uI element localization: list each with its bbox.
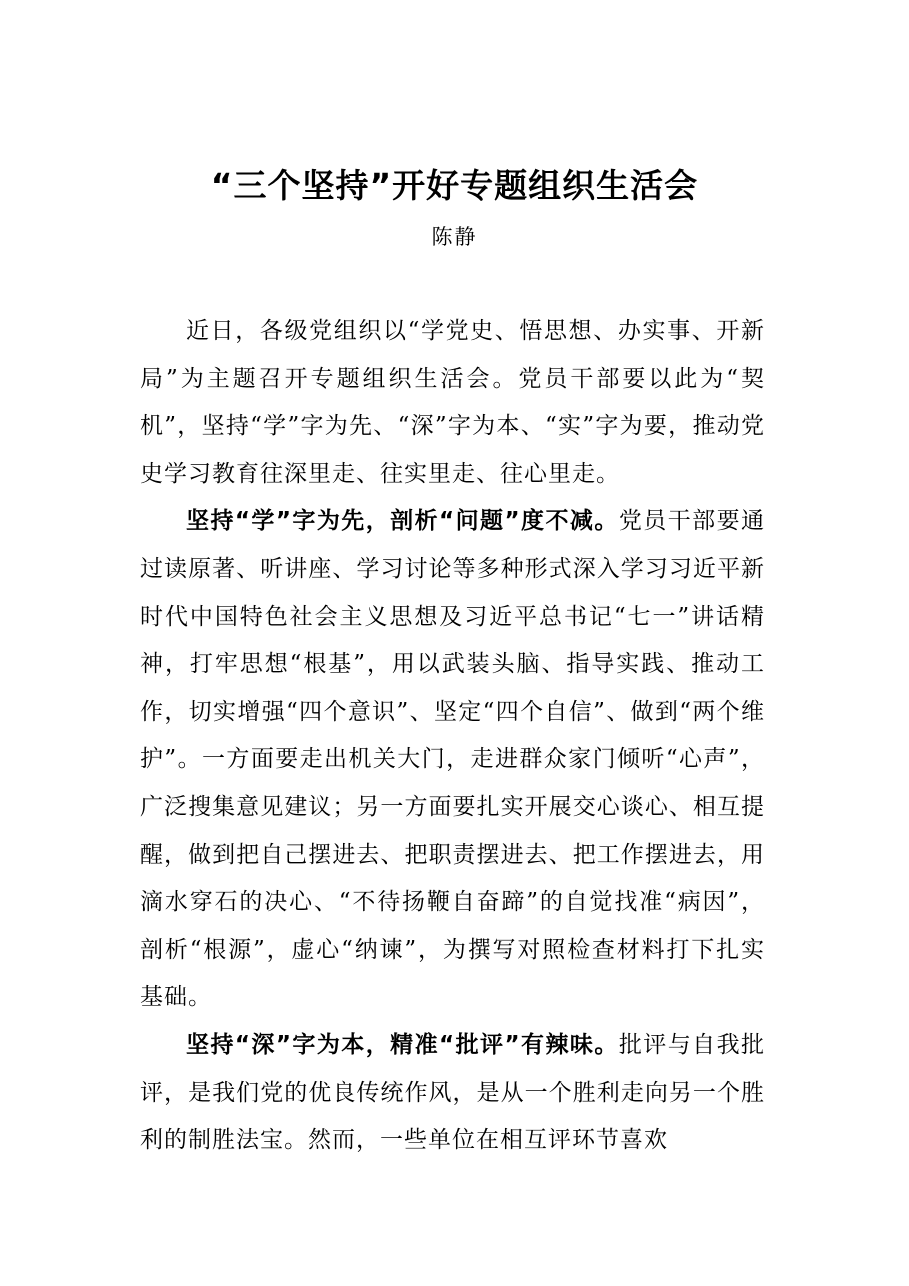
paragraph-text: 近日，各级党组织以“学党史、悟思想、办实事、开新局”为主题召开专题组织生活会。党员干部要以此为“契机”，坚持“学”字为先、“深”字为本、“实”字为要，推动党史学习教育往深里走、往实里走、往心里走。 (140, 318, 765, 487)
article-body (140, 308, 765, 1165)
paragraph-learning (140, 498, 765, 1022)
paragraph-intro (140, 308, 765, 498)
paragraph-criticism (140, 1022, 765, 1165)
paragraph-lead: 坚持“深”字为本，精准“批评”有辣味。 (186, 1031, 619, 1058)
paragraph-text: 批评与自我批评，是我们党的优良传统作风，是从一个胜利走向另一个胜利的制胜法宝。然而，一些单位在相互评环节喜欢 (140, 1031, 766, 1154)
article-author: 陈静 (431, 225, 478, 249)
paragraph-lead: 坚持“学”字为先，剖析“问题”度不减。 (186, 508, 619, 535)
article-title: “三个坚持”开好专题组织生活会 (210, 166, 699, 205)
paragraph-text: 党员干部要通过读原著、听讲座、学习讨论等多种形式深入学习习近平新时代中国特色社会主义思想及习近平总书记“七一”讲话精神，打牢思想“根基”，用以武装头脑、指导实践、推动工作，切实增强“四个意识”、坚定“四个自信”、做到“两个维护”。一方面要走出机关大门，走进群众家门倾听“心声”，广泛搜集意见建议；另一方面要扎实开展交心谈心、相互提醒，做到把自己摆进去、把职责摆进去、把工作摆进去，用滴水穿石的决心、“不待扬鞭自奋蹄”的自觉找准“病因”，剖析“根源”，虚心“纳谏”，为撰写对照检查材料打下扎实基础。 (140, 508, 766, 1011)
